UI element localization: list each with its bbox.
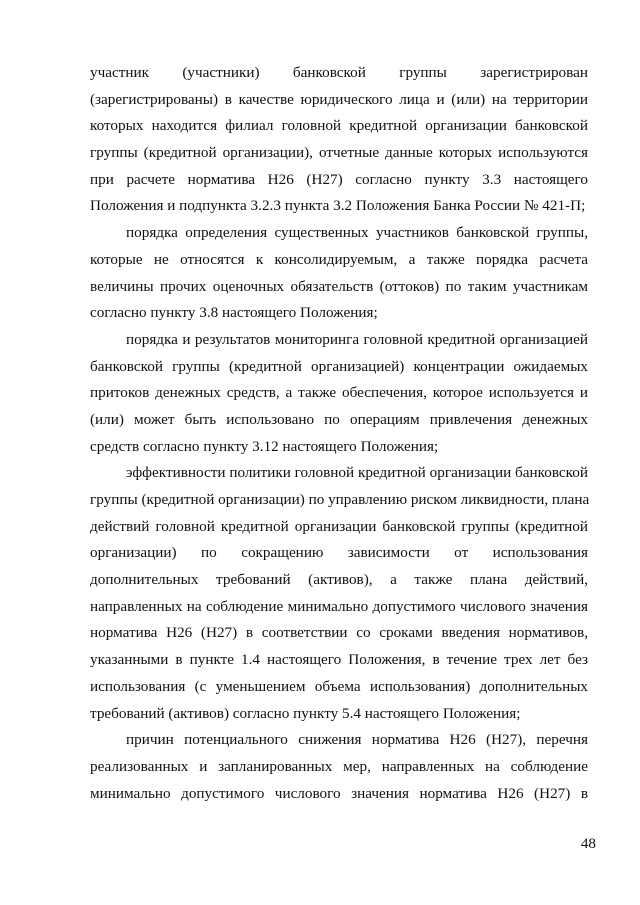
text-line: величины прочих оценочных обязательств (оттоков) по таким участникам [90,277,588,295]
text-line: (или) может быть использовано по операциям привлечения денежных [90,410,588,428]
paragraph [90,220,588,327]
text-line: дополнительных требований (активов), а также плана действий, [90,571,588,589]
text-line: которые не относятся к консолидируемым, а также порядка расчета [90,250,588,268]
text-line: порядка определения существенных участников банковской группы, [126,224,588,242]
text-line: организации) по сокращению зависимости от использования [90,544,588,562]
text-line: при расчете норматива Н26 (Н27) согласно пункту 3.3 настоящего [90,170,588,188]
text-line: (зарегистрированы) в качестве юридического лица и (или) на территории [90,90,588,108]
paragraph [90,460,588,727]
text-line: согласно пункту 3.8 настоящего Положения; [90,304,378,322]
text-line: Положения и подпункта 3.2.3 пункта 3.2 Положения Банка России № 421-П; [90,197,586,215]
text-line: притоков денежных средств, а также обеспечения, которое используется и [90,384,588,402]
text-line: минимально допустимого числового значения норматива Н26 (Н27) в [90,784,588,802]
text-line: использования (с уменьшением объема использования) дополнительных [90,677,588,695]
text-line: требований (активов) согласно пункту 5.4 настоящего Положения; [90,704,521,722]
paragraph [90,60,588,220]
text-line: средств согласно пункту 3.12 настоящего Положения; [90,437,439,455]
text-line: группы (кредитной организации), отчетные данные которых используются [90,144,588,162]
text-line: указанными в пункте 1.4 настоящего Положения, в течение трех лет без [90,651,588,669]
paragraph [90,327,588,460]
text-line: участник (участники) банковской группы зарегистрирован [90,64,588,81]
text-line: норматива Н26 (Н27) в соответствии со сроками введения нормативов, [90,624,588,642]
text-line: действий головной кредитной организации банковской группы (кредитной [90,517,588,535]
text-line: группы (кредитной организации) по управлению риском ликвидности, плана [90,491,590,508]
text-line: причин потенциального снижения норматива Н26 (Н27), перечня [126,731,588,749]
text-line: банковской группы (кредитной организацией) концентрации ожидаемых [90,357,588,375]
paragraph [90,727,588,807]
text-line: реализованных и запланированных мер, направленных на соблюдение [90,757,588,775]
text-line: эффективности политики головной кредитной организации банковской [126,464,588,482]
body-text [90,60,588,807]
text-line: направленных на соблюдение минимально допустимого числового значения [90,597,588,615]
text-line: порядка и результатов мониторинга головной кредитной организацией [126,330,588,348]
text-line: которых находится филиал головной кредитной организации банковской [90,117,588,135]
page-number: 48 [580,835,596,852]
